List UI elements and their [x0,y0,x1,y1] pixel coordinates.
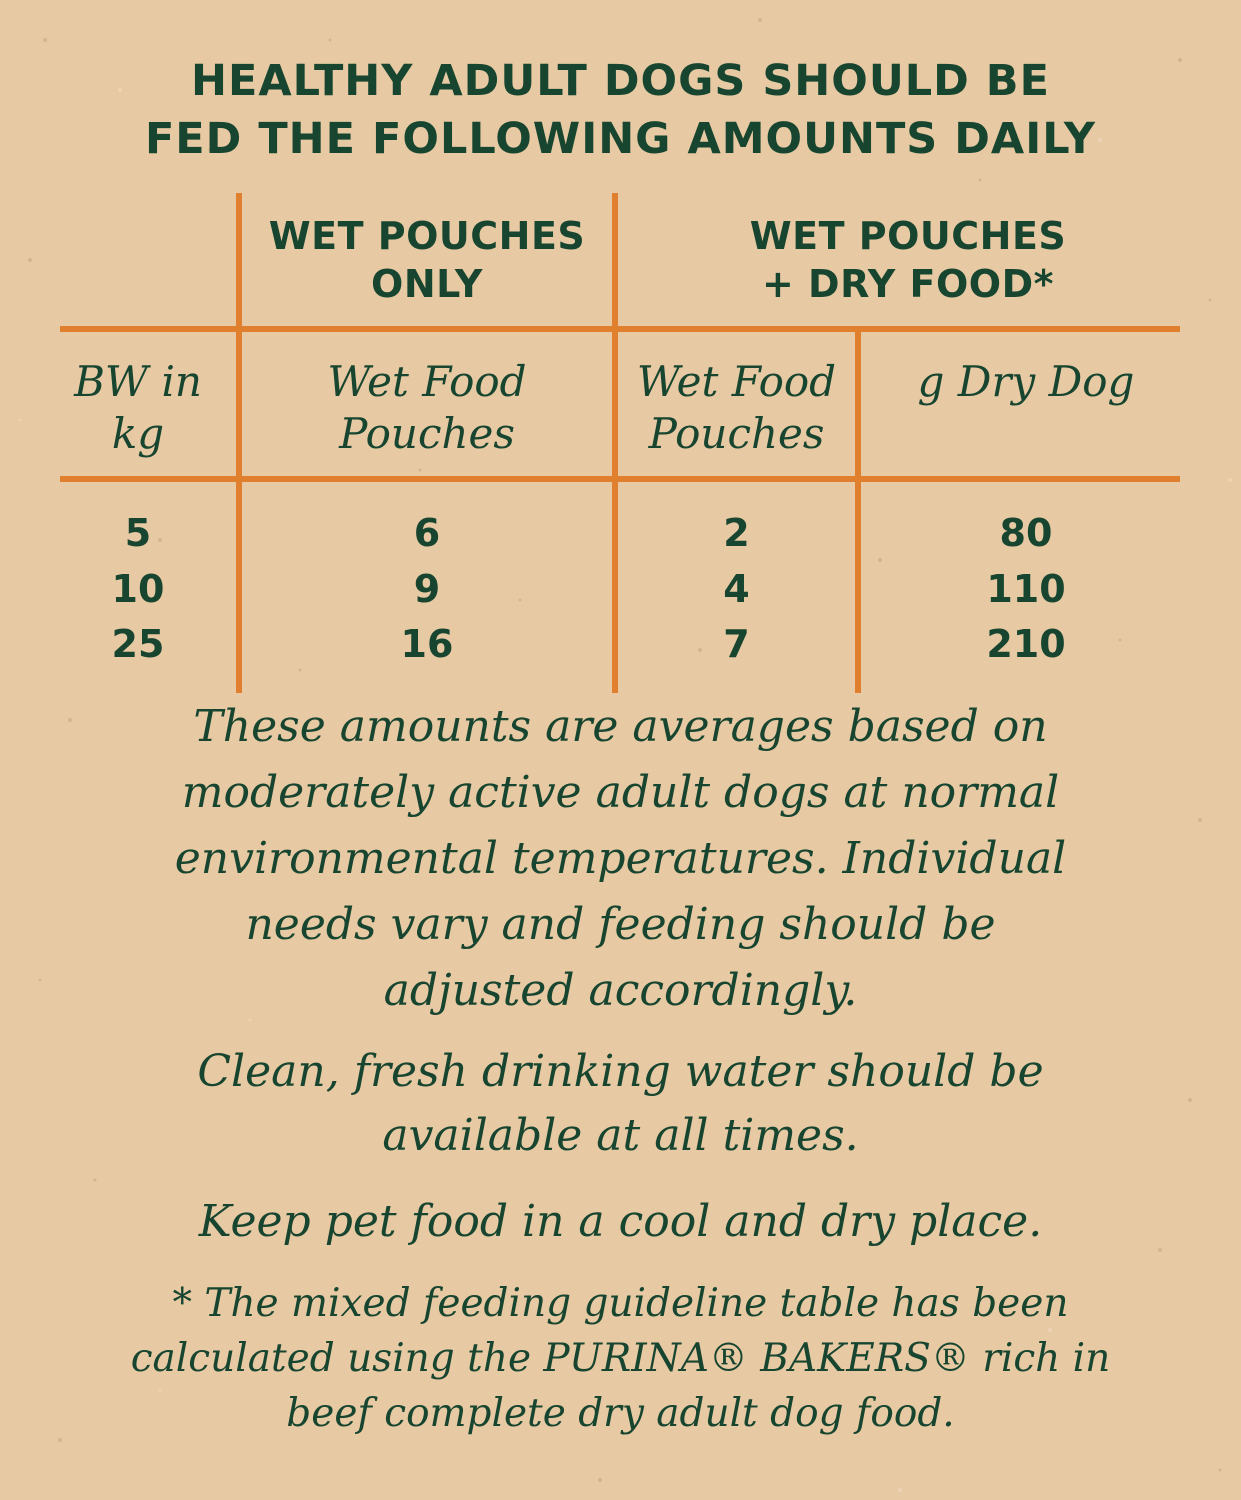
table-cell-mixed-wet: 7 [723,622,750,666]
mixed-feeding-footnote [0,1276,1241,1441]
group-header-line-2: + DRY FOOD* [761,262,1055,306]
note-line: adjusted accordingly. [383,965,858,1016]
table-cell-mixed-wet: 4 [723,567,750,611]
column-header-wet-only-pouches [242,356,612,460]
column-header-line-2: Pouches [339,409,515,458]
column-header-dry-grams [861,356,1191,408]
group-header-line-2: ONLY [371,262,483,306]
note-line: * The mixed feeding guideline table has been [172,1281,1069,1326]
group-header-wet-plus-dry [618,212,1198,308]
note-line: Clean, fresh drinking water should be [197,1046,1044,1097]
table-cell-dry-grams: 80 [999,511,1053,555]
group-header-wet-only [242,212,612,308]
heading-line-2: FED THE FOLLOWING AMOUNTS DAILY [144,114,1097,164]
heading-line-1: HEALTHY ADULT DOGS SHOULD BE [191,56,1050,106]
note-line: available at all times. [382,1110,859,1161]
note-line: moderately active adult dogs at normal [181,767,1060,818]
table-divider-horizontal-2 [60,476,1180,482]
averages-note [0,694,1241,1024]
note-line: These amounts are averages based on [193,701,1048,752]
note-line: beef complete dry adult dog food. [286,1391,955,1436]
table-cell-bw: 10 [111,567,165,611]
column-header-line-2: kg [111,409,165,458]
table-cell-wet-only: 16 [400,622,454,666]
storage-note [0,1190,1241,1254]
water-note [0,1040,1241,1168]
note-line: environmental temperatures. Individual [174,833,1067,884]
note-line: Keep pet food in a cool and dry place. [198,1196,1043,1247]
column-header-line-1: Wet Food [636,357,837,406]
column-header-line-1: g Dry Dog [917,357,1135,406]
table-cell-mixed-wet: 2 [723,511,750,555]
column-header-line-2: Pouches [648,409,825,458]
column-header-line-1: Wet Food [327,357,527,406]
table-cell-wet-only: 6 [413,511,441,555]
table-cell-bw: 5 [124,511,152,555]
group-header-line-1: WET POUCHES [268,214,586,258]
group-header-line-1: WET POUCHES [749,214,1067,258]
column-header-mixed-pouches [618,356,855,460]
table-cell-dry-grams: 110 [986,567,1066,611]
table-cell-bw: 25 [111,622,165,666]
table-cell-dry-grams: 210 [986,622,1066,666]
column-header-body-weight [40,356,236,460]
column-header-line-1: BW in [74,357,202,406]
table-cell-wet-only: 9 [413,567,441,611]
table-divider-horizontal-1 [60,326,1180,332]
note-line: needs vary and feeding should be [245,899,996,950]
feeding-table [0,0,1241,700]
note-line: calculated using the PURINA® BAKERS® rich in [130,1336,1111,1381]
